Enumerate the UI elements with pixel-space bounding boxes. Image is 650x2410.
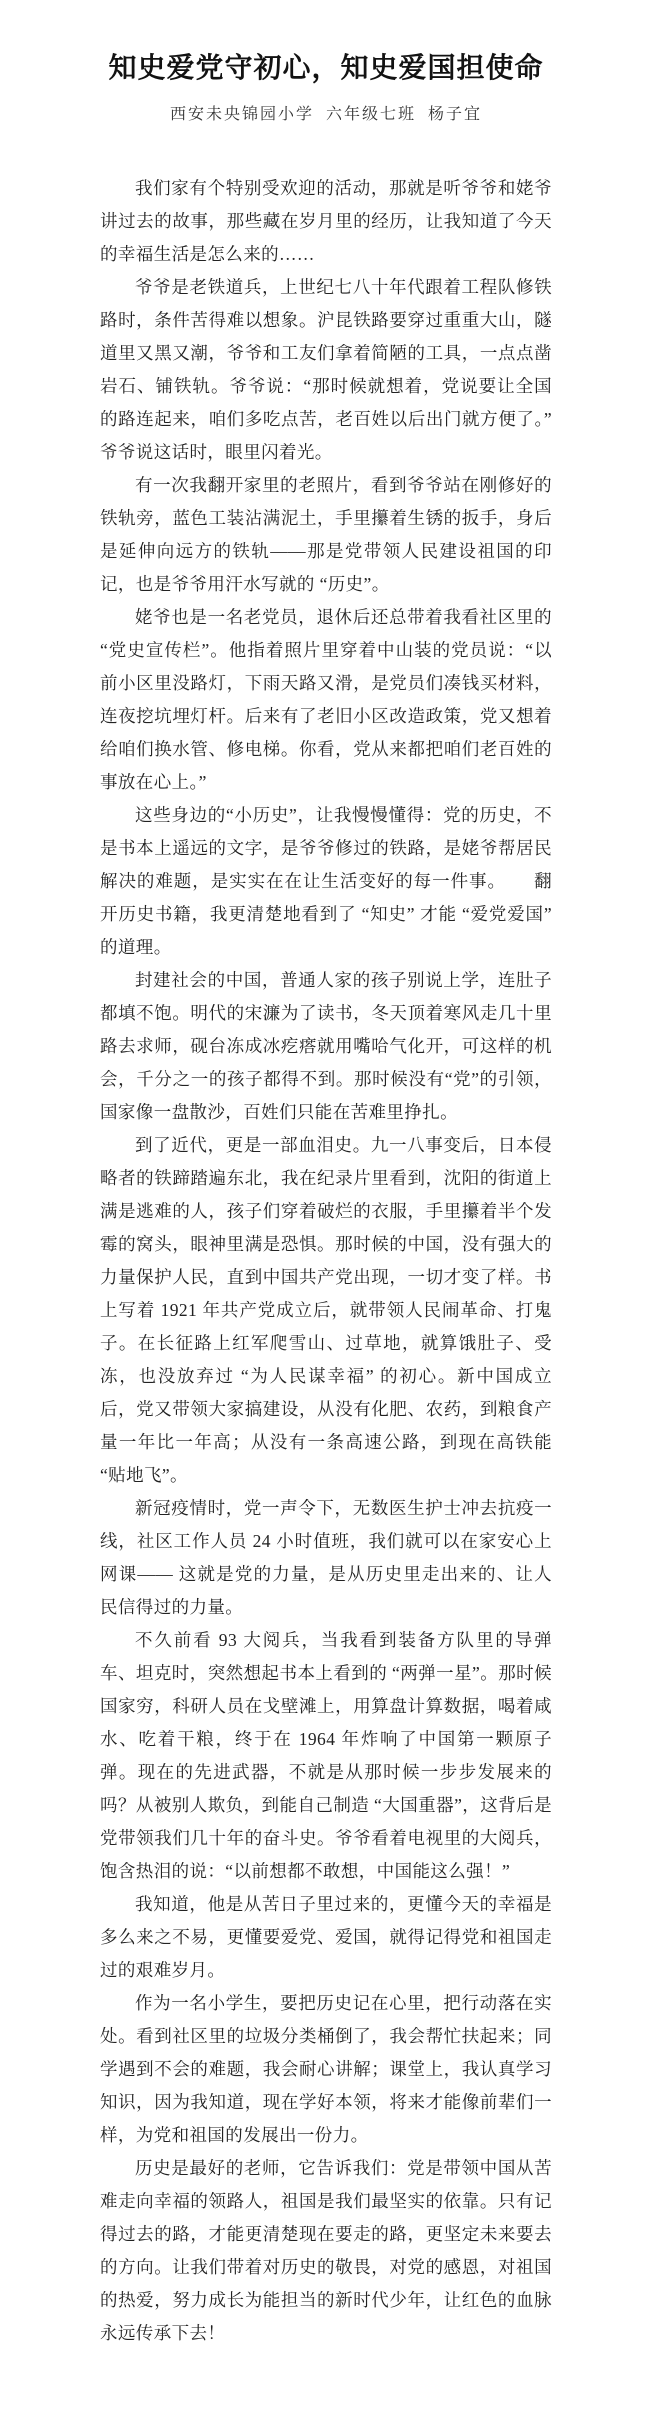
essay-paragraph-2: 爷爷是老铁道兵，上世纪七八十年代跟着工程队修铁路时，条件苦得难以想象。沪昆铁路要穿过重重大山，隧道里又黑又潮，爷爷和工友们拿着简陋的工具，一点点凿岩石、铺铁轨。爷爷说：“那时候就想着，党说要让全国的路连起来，咱们多吃点苦，老百姓以后出门就方便了。” 爷爷说这话时，眼里闪着光。	[100, 277, 552, 462]
byline-school: 西安未央锦园小学	[169, 106, 314, 123]
essay-paragraph-7: 到了近代，更是一部血泪史。九一八事变后，日本侵略者的铁蹄踏遍东北，我在纪录片里看到，沈阳的街道上满是逃难的人，孩子们穿着破烂的衣服，手里攥着半个发霉的窝头，眼神里满是恐惧。那时候的中国，没有强大的力量保护人民，直到中国共产党出现，一切才变了样。书上写着 1921 年共产党成立后，就带领人民闹革命、打鬼子。在长征路上红军爬雪山、过草地，就算饿肚子、受冻，也没放弃过 “为人民谋幸福” 的初心。新中国成立后，党又带领大家搞建设，从没有化肥、农药，到粮食产量一年比一年高；从没有一条高速公路，到现在高铁能 “贴地飞”。	[100, 1135, 552, 1485]
essay-paragraph-11: 作为一名小学生，要把历史记在心里，把行动落在实处。看到社区里的垃圾分类桶倒了，我会帮忙扶起来；同学遇到不会的难题，我会耐心讲解；课堂上，我认真学习知识，因为我知道，现在学好本领，将来才能像前辈们一样，为党和祖国的发展出一份力。	[100, 1993, 552, 2145]
byline-author: 杨子宜	[428, 106, 483, 123]
essay-paragraph-1: 我们家有个特别受欢迎的活动，那就是听爷爷和姥爷讲过去的故事，那些藏在岁月里的经历，让我知道了今天的幸福生活是怎么来的……	[100, 178, 552, 264]
byline-grade-class: 六年级七班	[325, 106, 416, 123]
essay-paragraph-12: 历史是最好的老师，它告诉我们：党是带领中国从苦难走向幸福的领路人，祖国是我们最坚实的依靠。只有记得过去的路，才能更清楚现在要走的路，更坚定未来要去的方向。让我们带着对历史的敬畏，对党的感恩，对祖国的热爱，努力成长为能担当的新时代少年，让红色的血脉永远传承下去！	[100, 2158, 552, 2343]
essay-paragraph-8: 新冠疫情时，党一声令下，无数医生护士冲去抗疫一线，社区工作人员 24 小时值班，我们就可以在家安心上网课—— 这就是党的力量，是从历史里走出来的、让人民信得过的力量。	[100, 1498, 552, 1617]
essay-paragraph-4: 姥爷也是一名老党员，退休后还总带着我看社区里的“党史宣传栏”。他指着照片里穿着中山装的党员说：“以前小区里没路灯，下雨天路又滑，是党员们凑钱买材料，连夜挖坑埋灯杆。后来有了老旧小区改造政策，党又想着给咱们换水管、修电梯。你看，党从来都把咱们老百姓的事放在心上。”	[100, 607, 552, 792]
essay-paragraph-3: 有一次我翻开家里的老照片，看到爷爷站在刚修好的铁轨旁，蓝色工装沾满泥土，手里攥着生锈的扳手，身后是延伸向远方的铁轨——那是党带领人民建设祖国的印记，也是爷爷用汗水写就的 “历史”。	[100, 475, 552, 594]
essay-paragraph-5: 这些身边的“小历史”，让我慢慢懂得：党的历史，不是书本上遥远的文字，是爷爷修过的铁路，是姥爷帮居民解决的难题，是实实在在让生活变好的每一件事。 翻开历史书籍，我更清楚地看到了 “知史” 才能 “爱党爱国” 的道理。	[100, 805, 552, 957]
essay-paragraph-6: 封建社会的中国，普通人家的孩子别说上学，连肚子都填不饱。明代的宋濂为了读书，冬天顶着寒风走几十里路去求师，砚台冻成冰疙瘩就用嘴哈气化开，可这样的机会，千分之一的孩子都得不到。那时候没有“党”的引领，国家像一盘散沙，百姓们只能在苦难里挣扎。	[100, 970, 552, 1122]
essay-byline	[100, 104, 552, 126]
essay-body	[100, 172, 552, 2350]
essay-title: 知史爱党守初心，知史爱国担使命	[108, 53, 544, 84]
essay-paragraph-9: 不久前看 93 大阅兵，当我看到装备方队里的导弹车、坦克时，突然想起书本上看到的 “两弹一星”。那时候国家穷，科研人员在戈壁滩上，用算盘计算数据，喝着咸水、吃着干粮，终于在 1964 年炸响了中国第一颗原子弹。现在的先进武器，不就是从那时候一步步发展来的吗？从被别人欺负，到能自己制造 “大国重器”，这背后是党带领我们几十年的奋斗史。爷爷看着电视里的大阅兵，饱含热泪的说：“以前想都不敢想，中国能这么强！”	[100, 1630, 552, 1881]
essay-paragraph-10: 我知道，他是从苦日子里过来的，更懂今天的幸福是多么来之不易，更懂要爱党、爱国，就得记得党和祖国走过的艰难岁月。	[100, 1894, 552, 1980]
